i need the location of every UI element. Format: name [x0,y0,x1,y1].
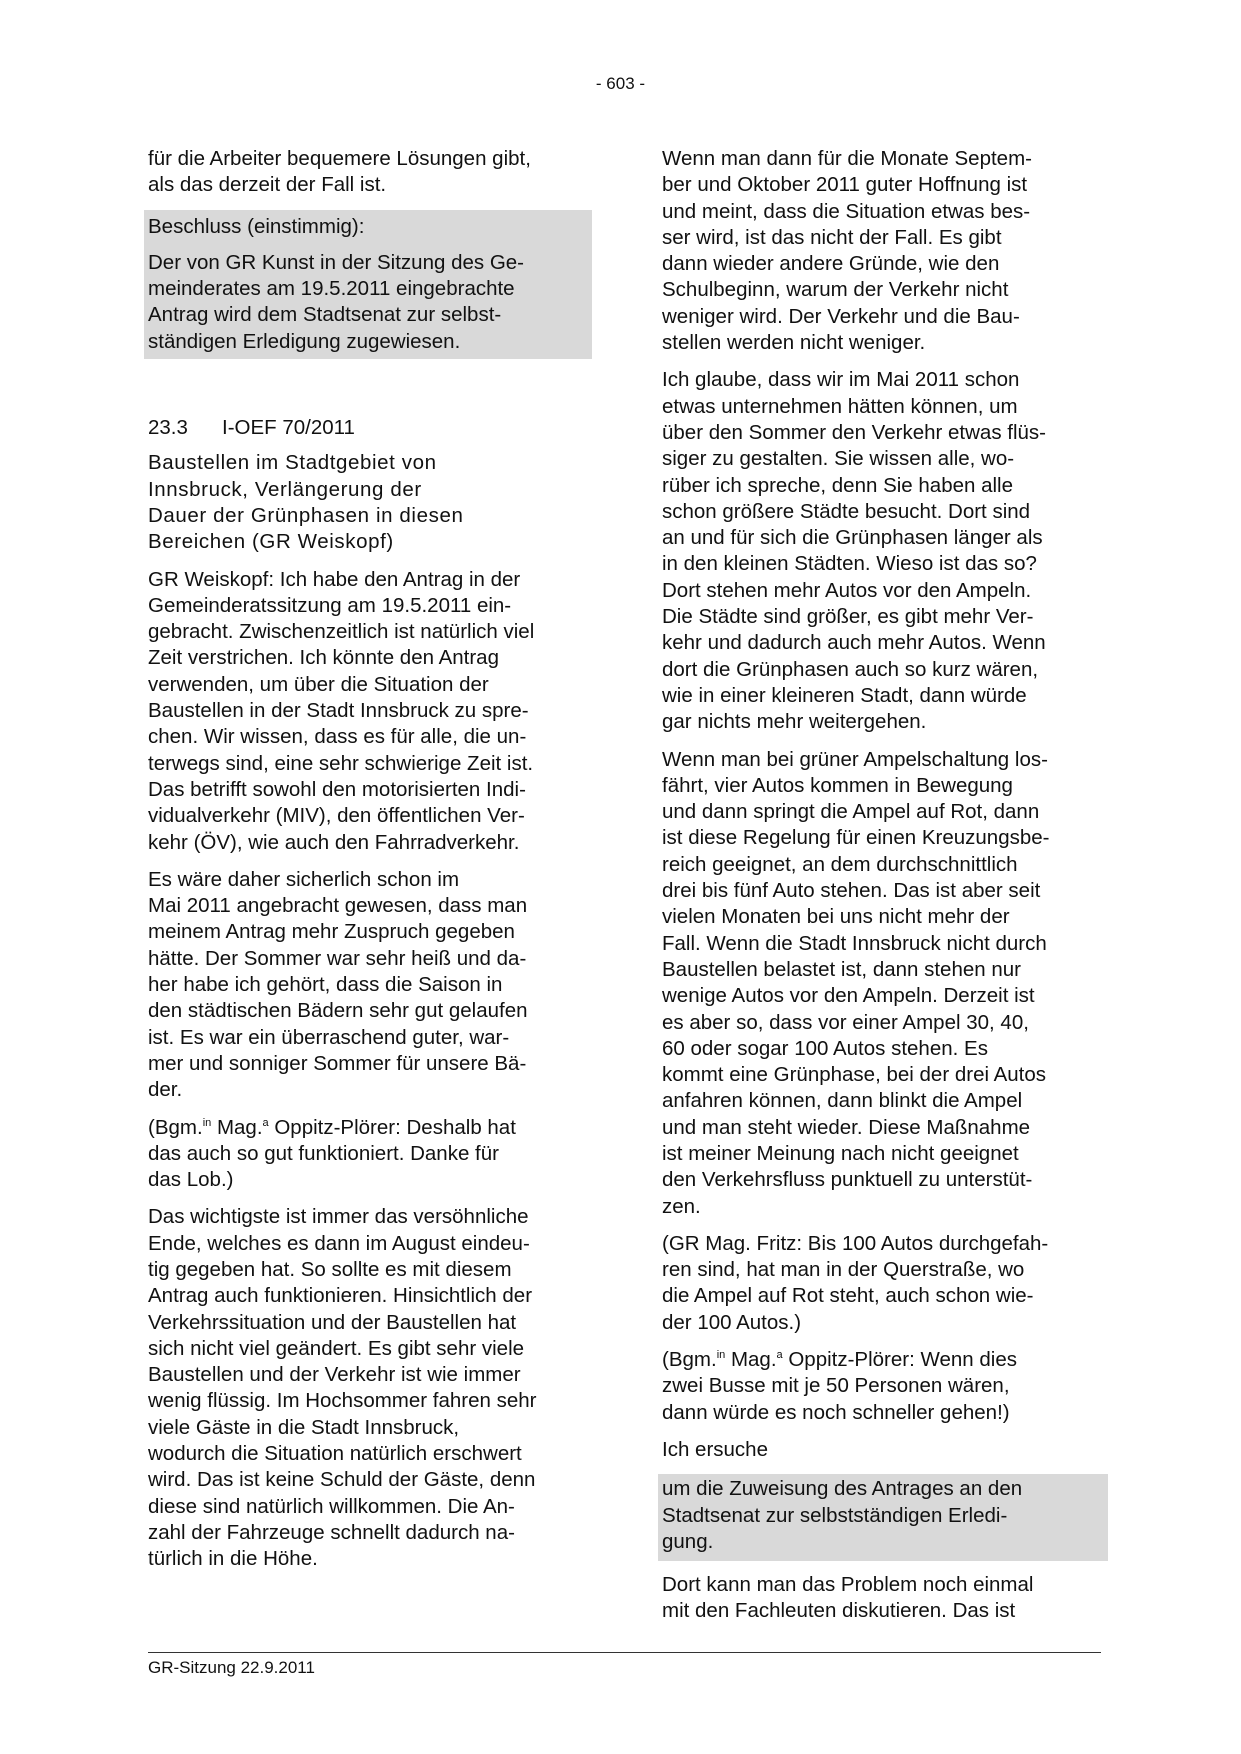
superscript: in [202,1116,212,1129]
agenda-item-number: 23.3 [148,416,188,440]
paragraph: Das wichtigste ist immer das versöhnliche Ende, welches es dann im August eindeu- tig gegeben hat. So sollte es mit diesem Antrag auch funktionieren. Hinsichtlich der Verkehrssituation und der Baustellen hat sich nicht viel geändert. Es gibt sehr viele Baustellen und der Verkehr ist wie immer wenig flüssig. Im Hochsommer fahren sehr viele Gäste in die Stadt Innsbruck, wodurch die Situation natürlich erschwert wird. Das ist keine Schuld der Gäste, denn diese sind natürlich willkommen. Die An- zahl der Fahrzeuge schnellt dadurch na- türlich in die Höhe. [148,1205,537,1571]
left-column [148,146,588,1584]
interjection-text: Oppitz-Plörer: Deshalb hat das auch so gut funktioniert. Danke für das Lob.) [148,1115,516,1192]
footer-divider [148,1652,1101,1653]
interjection-speaker: (Bgm. [148,1115,203,1139]
right-column [662,146,1102,1636]
interjection-speaker: Mag. [211,1115,263,1139]
interjection-speaker: (Bgm. [662,1348,717,1372]
superscript: a [262,1116,269,1129]
motion-text: um die Zuweisung des Antrages an den Stadtsenat zur selbstständigen Erledi- gung. [662,1477,1023,1553]
resolution-text: Der von GR Kunst in der Sitzung des Ge- meinderates am 19.5.2011 eingebrachte Antrag wird dem Stadtsenat zur selbst- ständigen Erledigung zugewiesen. [148,250,525,353]
agenda-item-title: Baustellen im Stadtgebiet von Innsbruck, Verlängerung der Dauer der Grünphasen in diesen Bereichen (GR Weiskopf) [148,451,464,554]
agenda-item-reference: I-OEF 70/2011 [222,416,355,440]
interjection-speaker: Mag. [725,1348,777,1372]
paragraph: Wenn man bei grüner Ampelschaltung los- fährt, vier Autos kommen in Bewegung und dann springt die Ampel auf Rot, dann ist diese Regelung für einen Kreuzungsbe- reich geeignet, an dem durchschnittlich drei bis fünf Auto stehen. Das ist aber seit vielen Monaten bei uns nicht mehr der Fall. Wenn die Stadt Innsbruck nicht durch Baustellen belastet ist, dann stehen nur wenige Autos vor den Ampeln. Derzeit ist es aber so, dass vor einer Ampel 30, 40, 60 oder sogar 100 Autos stehen. Es kommt eine Grünphase, bei der drei Autos anfahren können, dann blinkt die Ampel und man steht wieder. Diese Maßnahme ist meiner Meinung nach nicht geeignet den Verkehrsfluss punktuell zu unterstüt- zen. [662,747,1050,1218]
paragraph: Ich glaube, dass wir im Mai 2011 schon etwas unternehmen hätten können, um über den Sommer den Verkehr etwas flüs- siger zu gestalten. Sie wissen alle, wo- rüber ich spreche, denn Sie haben alle schon größere Städte besucht. Dort sind an und für sich die Grünphasen länger als in den kleinen Städten. Wieso ist das so? Dort stehen mehr Autos vor den Ampeln. Die Städte sind größer, es gibt mehr Ver- kehr und dadurch auch mehr Autos. Wenn dort die Grünphasen auch so kurz wären, wie in einer kleineren Stadt, dann würde gar nichts mehr weitergehen. [662,368,1046,734]
page-number: - 603 - [595,74,646,93]
paragraph: Es wäre daher sicherlich schon im Mai 2011 angebracht gewesen, dass man meinem Antrag mehr Zuspruch gegeben hätte. Der Sommer war sehr heiß und da- her habe ich gehört, dass die Saison in den städtischen Bädern sehr gut gelaufen ist. Es war ein überraschend guter, war- mer und sonniger Sommer für unsere Bä- der. [148,867,528,1102]
paragraph: Wenn man dann für die Monate Septem- ber und Oktober 2011 guter Hoffnung ist und meint, dass die Situation etwas bes- ser wird, ist das nicht der Fall. Es gibt dann wieder andere Gründe, wie den Schulbeginn, warum der Verkehr nicht weniger wird. Der Verkehr und die Bau- stellen werden nicht weniger. [662,147,1032,355]
interjection-text: Oppitz-Plörer: Wenn dies zwei Busse mit je 50 Personen wären, dann würde es noch schneller gehen!) [662,1348,1017,1424]
superscript: in [716,1349,726,1362]
resolution-heading: Beschluss (einstimmig): [148,214,365,238]
interjection [148,1115,588,1194]
footer-session-date: GR-Sitzung 22.9.2011 [148,1658,315,1677]
resolution-box [144,210,592,359]
request-line: Ich ersuche [662,1437,768,1461]
interjection [662,1347,1102,1426]
motion-box [658,1474,1108,1561]
interjection: (GR Mag. Fritz: Bis 100 Autos durchgefah- ren sind, hat man in der Querstraße, wo die Ampel auf Rot steht, auch schon wie- der 100 Autos.) [662,1231,1049,1334]
agenda-item-header [148,415,588,441]
superscript: a [776,1349,783,1362]
intro-paragraph: für die Arbeiter bequemere Lösungen gibt, als das derzeit der Fall ist. [148,147,531,197]
paragraph: Dort kann man das Problem noch einmal mit den Fachleuten diskutieren. Das ist [662,1573,1034,1623]
paragraph: GR Weiskopf: Ich habe den Antrag in der Gemeinderatssitzung am 19.5.2011 ein- gebracht. Zwischenzeitlich ist natürlich viel Zeit verstrichen. Ich könnte den Antrag verwenden, um über die Situation der Baustellen in der Stadt Innsbruck zu spre- chen. Wir wissen, dass es für alle, die un- terwegs sind, eine sehr schwierige Zeit ist. Das betrifft sowohl den motorisierten Indi- vidualverkehr (MIV), den öffentlichen Ver- kehr (ÖV), wie auch den Fahrradverkehr. [148,567,535,854]
